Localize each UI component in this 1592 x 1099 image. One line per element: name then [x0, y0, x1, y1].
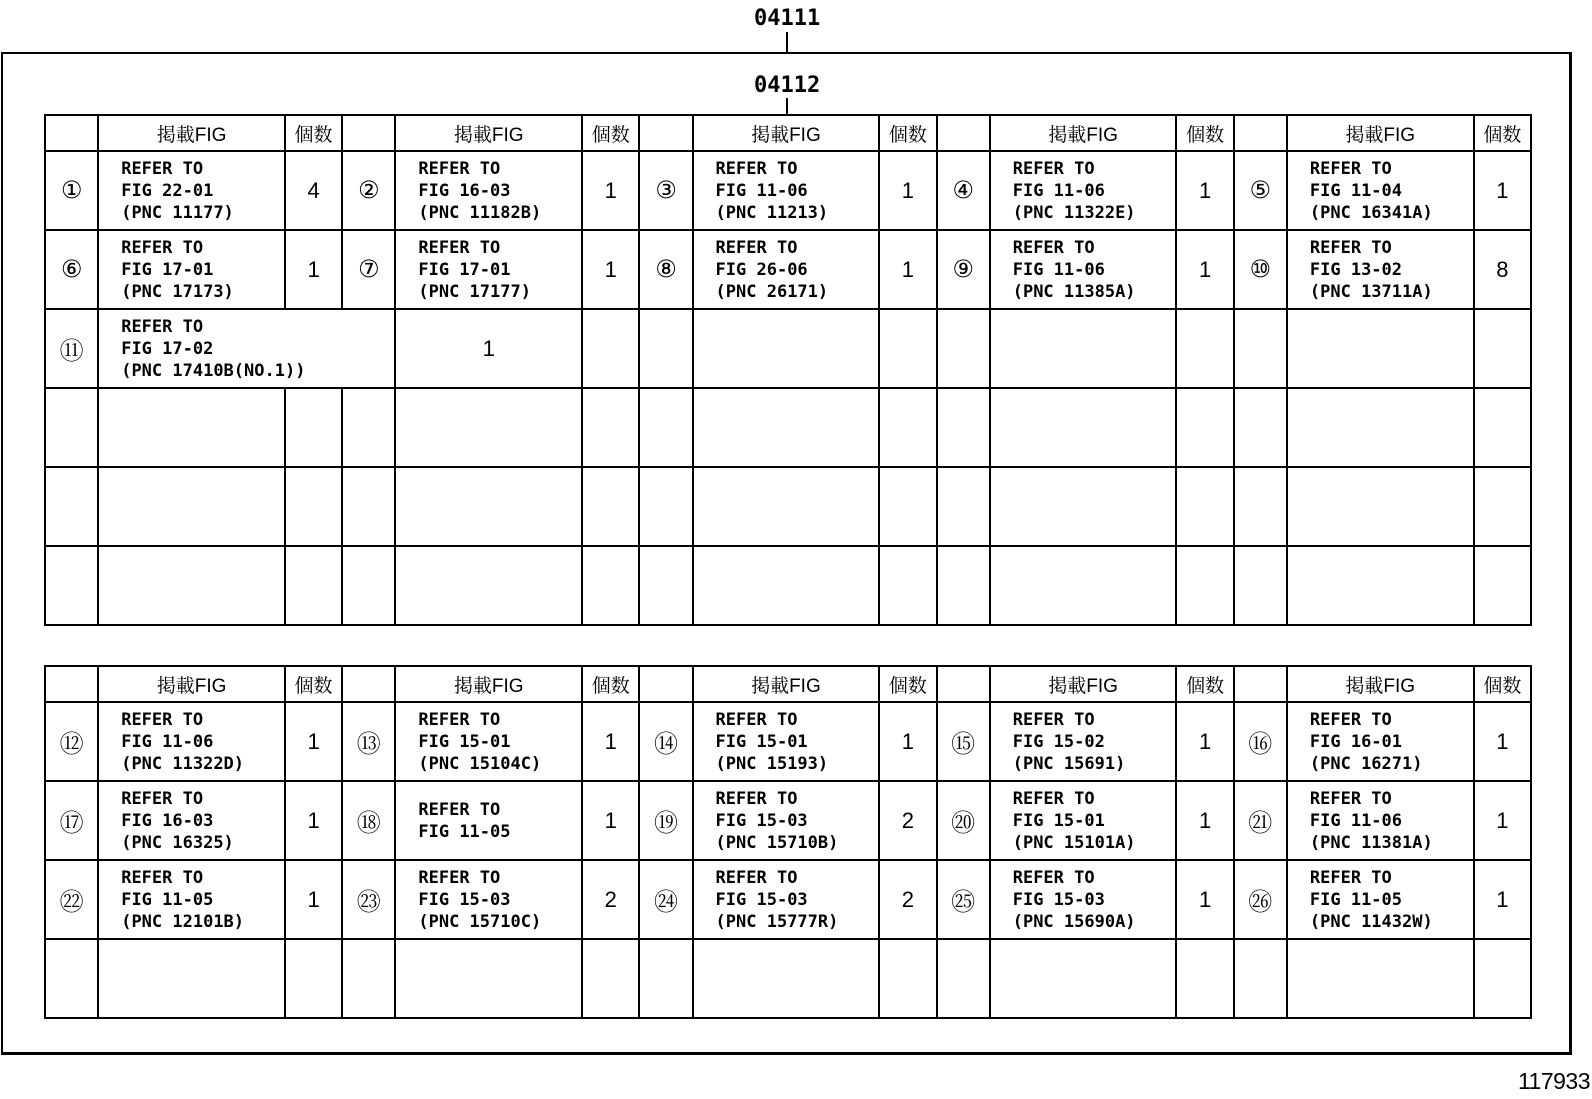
quantity-cell: 1: [285, 230, 342, 309]
fig-reference-cell: [395, 702, 582, 781]
fig-reference-line: REFER TO: [715, 158, 798, 179]
fig-reference-line: REFER TO: [418, 799, 501, 820]
outer-leader-line: [786, 32, 788, 53]
empty-cell: [1176, 309, 1233, 388]
fig-reference-line: FIG 15-03: [418, 889, 511, 910]
quantity-cell: 1: [1176, 230, 1233, 309]
empty-cell: [1176, 467, 1233, 546]
fig-reference-cell: [693, 151, 880, 230]
fig-reference-cell: [395, 230, 582, 309]
empty-cell: [582, 467, 639, 546]
fig-reference-line: (PNC 17410B(NO.1)): [121, 360, 306, 381]
item-mark: ㉒: [45, 860, 98, 939]
fig-reference-line: REFER TO: [1309, 158, 1392, 179]
table-row: [45, 230, 1531, 309]
fig-reference-line: FIG 15-03: [715, 810, 808, 831]
fig-reference-line: REFER TO: [715, 867, 798, 888]
empty-cell: [990, 467, 1177, 546]
fig-reference-line: (PNC 11381A): [1309, 832, 1433, 853]
item-mark: ⑥: [45, 230, 98, 309]
header-mark-cell: [639, 115, 692, 151]
fig-reference-line: REFER TO: [121, 867, 204, 888]
fig-reference-line: REFER TO: [418, 237, 501, 258]
fig-reference-line: FIG 16-01: [1309, 731, 1403, 752]
table-row: [45, 702, 1531, 781]
header-fig-cell: 掲載FIG: [395, 666, 582, 702]
quantity-cell: 1: [879, 702, 936, 781]
item-mark: ⑬: [342, 702, 395, 781]
empty-cell: [639, 939, 692, 1018]
empty-cell: [693, 546, 880, 625]
fig-reference-line: REFER TO: [418, 867, 501, 888]
empty-cell: [98, 467, 285, 546]
fig-reference-line: REFER TO: [121, 316, 204, 337]
fig-reference-line: FIG 13-02: [1309, 259, 1403, 280]
empty-cell: [582, 939, 639, 1018]
item-mark: ⑤: [1234, 151, 1287, 230]
quantity-cell: 1: [1474, 781, 1531, 860]
empty-cell: [1176, 546, 1233, 625]
fig-reference-line: (PNC 11213): [715, 202, 829, 223]
item-mark: ⑯: [1234, 702, 1287, 781]
empty-cell: [879, 309, 936, 388]
header-mark-cell: [45, 115, 98, 151]
empty-cell: [990, 309, 1177, 388]
item-mark: ⑧: [639, 230, 692, 309]
quantity-cell: 1: [1176, 860, 1233, 939]
fig-reference-line: (PNC 15104C): [418, 753, 542, 774]
fig-reference-line: (PNC 11182B): [418, 202, 542, 223]
empty-cell: [1474, 309, 1531, 388]
empty-cell: [45, 388, 98, 467]
quantity-cell: 1: [285, 860, 342, 939]
fig-reference-line: FIG 15-01: [418, 731, 511, 752]
fig-reference-cell: [990, 151, 1177, 230]
empty-cell: [937, 309, 990, 388]
quantity-cell: 2: [879, 781, 936, 860]
fig-reference-line: FIG 17-01: [418, 259, 511, 280]
fig-reference-line: REFER TO: [418, 709, 501, 730]
fig-reference-line: FIG 26-06: [715, 259, 808, 280]
item-mark: ㉑: [1234, 781, 1287, 860]
header-fig-cell: 掲載FIG: [1287, 115, 1474, 151]
fig-reference-line: FIG 11-06: [1012, 259, 1105, 280]
fig-reference-line: (PNC 16271): [1309, 753, 1423, 774]
quantity-cell: 1: [582, 702, 639, 781]
fig-reference-line: REFER TO: [418, 158, 501, 179]
empty-cell: [342, 546, 395, 625]
fig-reference-line: FIG 22-01: [121, 180, 214, 201]
empty-cell: [1474, 546, 1531, 625]
fig-reference-cell: [395, 781, 582, 860]
quantity-cell: 8: [1474, 230, 1531, 309]
empty-cell: [395, 388, 582, 467]
item-mark: ⑦: [342, 230, 395, 309]
header-mark-cell: [937, 115, 990, 151]
empty-cell: [879, 467, 936, 546]
fig-reference-line: FIG 15-01: [715, 731, 808, 752]
empty-cell: [45, 546, 98, 625]
empty-cell: [639, 388, 692, 467]
fig-reference-line: FIG 17-01: [121, 259, 214, 280]
item-mark: ㉖: [1234, 860, 1287, 939]
empty-cell: [879, 388, 936, 467]
table-row: [45, 151, 1531, 230]
empty-cell: [1287, 467, 1474, 546]
fig-reference-line: (PNC 16325): [121, 832, 234, 853]
fig-reference-cell: [1287, 860, 1474, 939]
fig-reference-line: (PNC 11385A): [1012, 281, 1136, 302]
fig-reference-cell: [693, 781, 880, 860]
empty-cell: [693, 309, 880, 388]
header-fig-cell: 掲載FIG: [693, 666, 880, 702]
fig-reference-cell: [1287, 781, 1474, 860]
empty-cell: [990, 388, 1177, 467]
fig-reference-cell: [990, 781, 1177, 860]
header-qty-cell: 個数: [1474, 115, 1531, 151]
empty-cell: [98, 939, 285, 1018]
item-mark: ⑨: [937, 230, 990, 309]
empty-cell: [1474, 467, 1531, 546]
empty-cell: [285, 467, 342, 546]
item-mark: ⑪: [45, 309, 98, 388]
fig-reference-cell: [990, 702, 1177, 781]
fig-reference-cell: [395, 151, 582, 230]
fig-reference-line: (PNC 13711A): [1309, 281, 1433, 302]
drawing-number: 117933: [1517, 1068, 1590, 1094]
item-mark: ⑰: [45, 781, 98, 860]
header-qty-cell: 個数: [582, 666, 639, 702]
fig-reference-line: (PNC 15777R): [715, 911, 839, 932]
empty-cell: [1234, 939, 1287, 1018]
empty-cell: [879, 546, 936, 625]
empty-cell: [639, 309, 692, 388]
header-mark-cell: [342, 115, 395, 151]
fig-reference-line: REFER TO: [1309, 237, 1392, 258]
parts-reference-table-2: [44, 665, 1532, 1019]
quantity-cell: 1: [1474, 860, 1531, 939]
header-mark-cell: [639, 666, 692, 702]
fig-reference-cell: [693, 860, 880, 939]
header-fig-cell: 掲載FIG: [990, 666, 1177, 702]
quantity-cell: 1: [1474, 702, 1531, 781]
fig-reference-line: REFER TO: [121, 788, 204, 809]
empty-cell: [1287, 546, 1474, 625]
fig-reference-cell: [1287, 230, 1474, 309]
fig-reference-cell: [98, 860, 285, 939]
fig-reference-line: (PNC 26171): [715, 281, 829, 302]
fig-reference-line: REFER TO: [1309, 867, 1392, 888]
empty-cell: [45, 467, 98, 546]
header-mark-cell: [937, 666, 990, 702]
quantity-cell: 1: [1474, 151, 1531, 230]
empty-cell: [937, 388, 990, 467]
header-fig-cell: 掲載FIG: [395, 115, 582, 151]
fig-reference-line: REFER TO: [1012, 158, 1095, 179]
header-fig-cell: 掲載FIG: [990, 115, 1177, 151]
fig-reference-line: REFER TO: [715, 709, 798, 730]
table-row: [45, 467, 1531, 546]
header-mark-cell: [1234, 115, 1287, 151]
fig-reference-line: REFER TO: [1309, 709, 1392, 730]
item-mark: ㉓: [342, 860, 395, 939]
fig-reference-line: FIG 11-04: [1309, 180, 1403, 201]
fig-reference-cell: [1287, 702, 1474, 781]
empty-cell: [285, 939, 342, 1018]
quantity-cell: 2: [582, 860, 639, 939]
header-row: [45, 666, 1531, 702]
item-mark: ①: [45, 151, 98, 230]
item-mark: ⑫: [45, 702, 98, 781]
header-qty-cell: 個数: [879, 115, 936, 151]
empty-cell: [693, 939, 880, 1018]
header-fig-cell: 掲載FIG: [1287, 666, 1474, 702]
fig-reference-line: REFER TO: [1309, 788, 1392, 809]
fig-reference-line: FIG 15-03: [1012, 889, 1105, 910]
quantity-cell: 1: [582, 151, 639, 230]
fig-reference-line: REFER TO: [1012, 867, 1095, 888]
quantity-cell: 2: [879, 860, 936, 939]
header-mark-cell: [342, 666, 395, 702]
quantity-cell: 1: [395, 309, 582, 388]
fig-reference-line: REFER TO: [121, 158, 204, 179]
item-mark: ③: [639, 151, 692, 230]
header-qty-cell: 個数: [879, 666, 936, 702]
fig-reference-line: FIG 11-06: [1012, 180, 1105, 201]
fig-reference-line: (PNC 15690A): [1012, 911, 1136, 932]
fig-reference-line: REFER TO: [121, 237, 204, 258]
fig-reference-line: FIG 15-02: [1012, 731, 1105, 752]
item-mark: ⑱: [342, 781, 395, 860]
empty-cell: [937, 467, 990, 546]
empty-cell: [1474, 388, 1531, 467]
fig-reference-line: FIG 17-02: [121, 338, 214, 359]
quantity-cell: 1: [879, 230, 936, 309]
parts-reference-table-1: [44, 114, 1532, 626]
fig-reference-line: REFER TO: [1012, 237, 1095, 258]
empty-cell: [937, 939, 990, 1018]
table-row: [45, 939, 1531, 1018]
quantity-cell: 4: [285, 151, 342, 230]
fig-reference-line: REFER TO: [715, 237, 798, 258]
header-qty-cell: 個数: [1176, 666, 1233, 702]
fig-reference-cell: [98, 309, 395, 388]
header-qty-cell: 個数: [285, 666, 342, 702]
empty-cell: [693, 388, 880, 467]
item-mark: ⑳: [937, 781, 990, 860]
fig-reference-line: (PNC 15101A): [1012, 832, 1136, 853]
empty-cell: [1234, 467, 1287, 546]
empty-cell: [285, 546, 342, 625]
item-mark: ⑮: [937, 702, 990, 781]
header-row: [45, 115, 1531, 151]
empty-cell: [1176, 939, 1233, 1018]
fig-reference-line: FIG 11-06: [1309, 810, 1403, 831]
header-qty-cell: 個数: [1474, 666, 1531, 702]
item-mark: ㉕: [937, 860, 990, 939]
fig-reference-line: FIG 15-03: [715, 889, 808, 910]
fig-reference-line: (PNC 17173): [121, 281, 234, 302]
empty-cell: [45, 939, 98, 1018]
fig-reference-cell: [1287, 151, 1474, 230]
fig-reference-line: FIG 11-06: [715, 180, 808, 201]
empty-cell: [937, 546, 990, 625]
empty-cell: [1176, 388, 1233, 467]
fig-reference-cell: [395, 860, 582, 939]
fig-reference-line: (PNC 11322E): [1012, 202, 1136, 223]
empty-cell: [1234, 388, 1287, 467]
fig-reference-cell: [990, 230, 1177, 309]
empty-cell: [990, 546, 1177, 625]
fig-reference-line: FIG 11-05: [1309, 889, 1403, 910]
inner-assembly-label: 04112: [754, 73, 821, 98]
empty-cell: [342, 467, 395, 546]
fig-reference-cell: [98, 781, 285, 860]
item-mark: ⑩: [1234, 230, 1287, 309]
fig-reference-line: (PNC 15193): [715, 753, 829, 774]
fig-reference-cell: [990, 860, 1177, 939]
empty-cell: [342, 388, 395, 467]
empty-cell: [693, 467, 880, 546]
fig-reference-line: REFER TO: [121, 709, 204, 730]
table-row: [45, 860, 1531, 939]
empty-cell: [1234, 546, 1287, 625]
fig-reference-line: FIG 11-05: [418, 821, 511, 842]
empty-cell: [395, 546, 582, 625]
fig-reference-line: REFER TO: [1012, 788, 1095, 809]
quantity-cell: 1: [582, 230, 639, 309]
header-mark-cell: [1234, 666, 1287, 702]
empty-cell: [582, 546, 639, 625]
fig-reference-line: FIG 16-03: [418, 180, 511, 201]
fig-reference-line: (PNC 12101B): [121, 911, 245, 932]
fig-reference-cell: [98, 702, 285, 781]
fig-reference-line: (PNC 15710B): [715, 832, 839, 853]
table-row: [45, 546, 1531, 625]
empty-cell: [98, 388, 285, 467]
fig-reference-line: REFER TO: [1012, 709, 1095, 730]
quantity-cell: 1: [1176, 151, 1233, 230]
fig-reference-line: FIG 11-05: [121, 889, 214, 910]
fig-reference-cell: [693, 702, 880, 781]
header-qty-cell: 個数: [582, 115, 639, 151]
quantity-cell: 1: [1176, 702, 1233, 781]
empty-cell: [1287, 309, 1474, 388]
outer-assembly-label: 04111: [754, 6, 821, 31]
header-qty-cell: 個数: [285, 115, 342, 151]
empty-cell: [582, 388, 639, 467]
fig-reference-cell: [98, 151, 285, 230]
fig-reference-line: (PNC 17177): [418, 281, 531, 302]
fig-reference-cell: [98, 230, 285, 309]
empty-cell: [990, 939, 1177, 1018]
empty-cell: [395, 467, 582, 546]
header-qty-cell: 個数: [1176, 115, 1233, 151]
fig-reference-line: FIG 16-03: [121, 810, 214, 831]
item-mark: ⑭: [639, 702, 692, 781]
fig-reference-line: (PNC 11432W): [1309, 911, 1433, 932]
empty-cell: [98, 546, 285, 625]
empty-cell: [582, 309, 639, 388]
fig-reference-line: (PNC 16341A): [1309, 202, 1433, 223]
empty-cell: [1474, 939, 1531, 1018]
empty-cell: [342, 939, 395, 1018]
empty-cell: [395, 939, 582, 1018]
quantity-cell: 1: [285, 781, 342, 860]
inner-leader-line: [786, 98, 788, 115]
quantity-cell: 1: [582, 781, 639, 860]
quantity-cell: 1: [1176, 781, 1233, 860]
header-fig-cell: 掲載FIG: [693, 115, 880, 151]
table-row: [45, 781, 1531, 860]
quantity-cell: 1: [879, 151, 936, 230]
empty-cell: [639, 467, 692, 546]
item-mark: ②: [342, 151, 395, 230]
empty-cell: [1287, 939, 1474, 1018]
header-fig-cell: 掲載FIG: [98, 666, 285, 702]
fig-reference-line: (PNC 15691): [1012, 753, 1126, 774]
header-mark-cell: [45, 666, 98, 702]
table-row: [45, 388, 1531, 467]
fig-reference-line: (PNC 11322D): [121, 753, 245, 774]
empty-cell: [1234, 309, 1287, 388]
fig-reference-line: REFER TO: [715, 788, 798, 809]
fig-reference-line: (PNC 15710C): [418, 911, 542, 932]
quantity-cell: 1: [285, 702, 342, 781]
empty-cell: [879, 939, 936, 1018]
header-fig-cell: 掲載FIG: [98, 115, 285, 151]
empty-cell: [285, 388, 342, 467]
table-row: [45, 309, 1531, 388]
fig-reference-line: (PNC 11177): [121, 202, 234, 223]
item-mark: ㉔: [639, 860, 692, 939]
fig-reference-line: FIG 11-06: [121, 731, 214, 752]
empty-cell: [1287, 388, 1474, 467]
fig-reference-cell: [693, 230, 880, 309]
item-mark: ⑲: [639, 781, 692, 860]
empty-cell: [639, 546, 692, 625]
item-mark: ④: [937, 151, 990, 230]
fig-reference-line: FIG 15-01: [1012, 810, 1105, 831]
